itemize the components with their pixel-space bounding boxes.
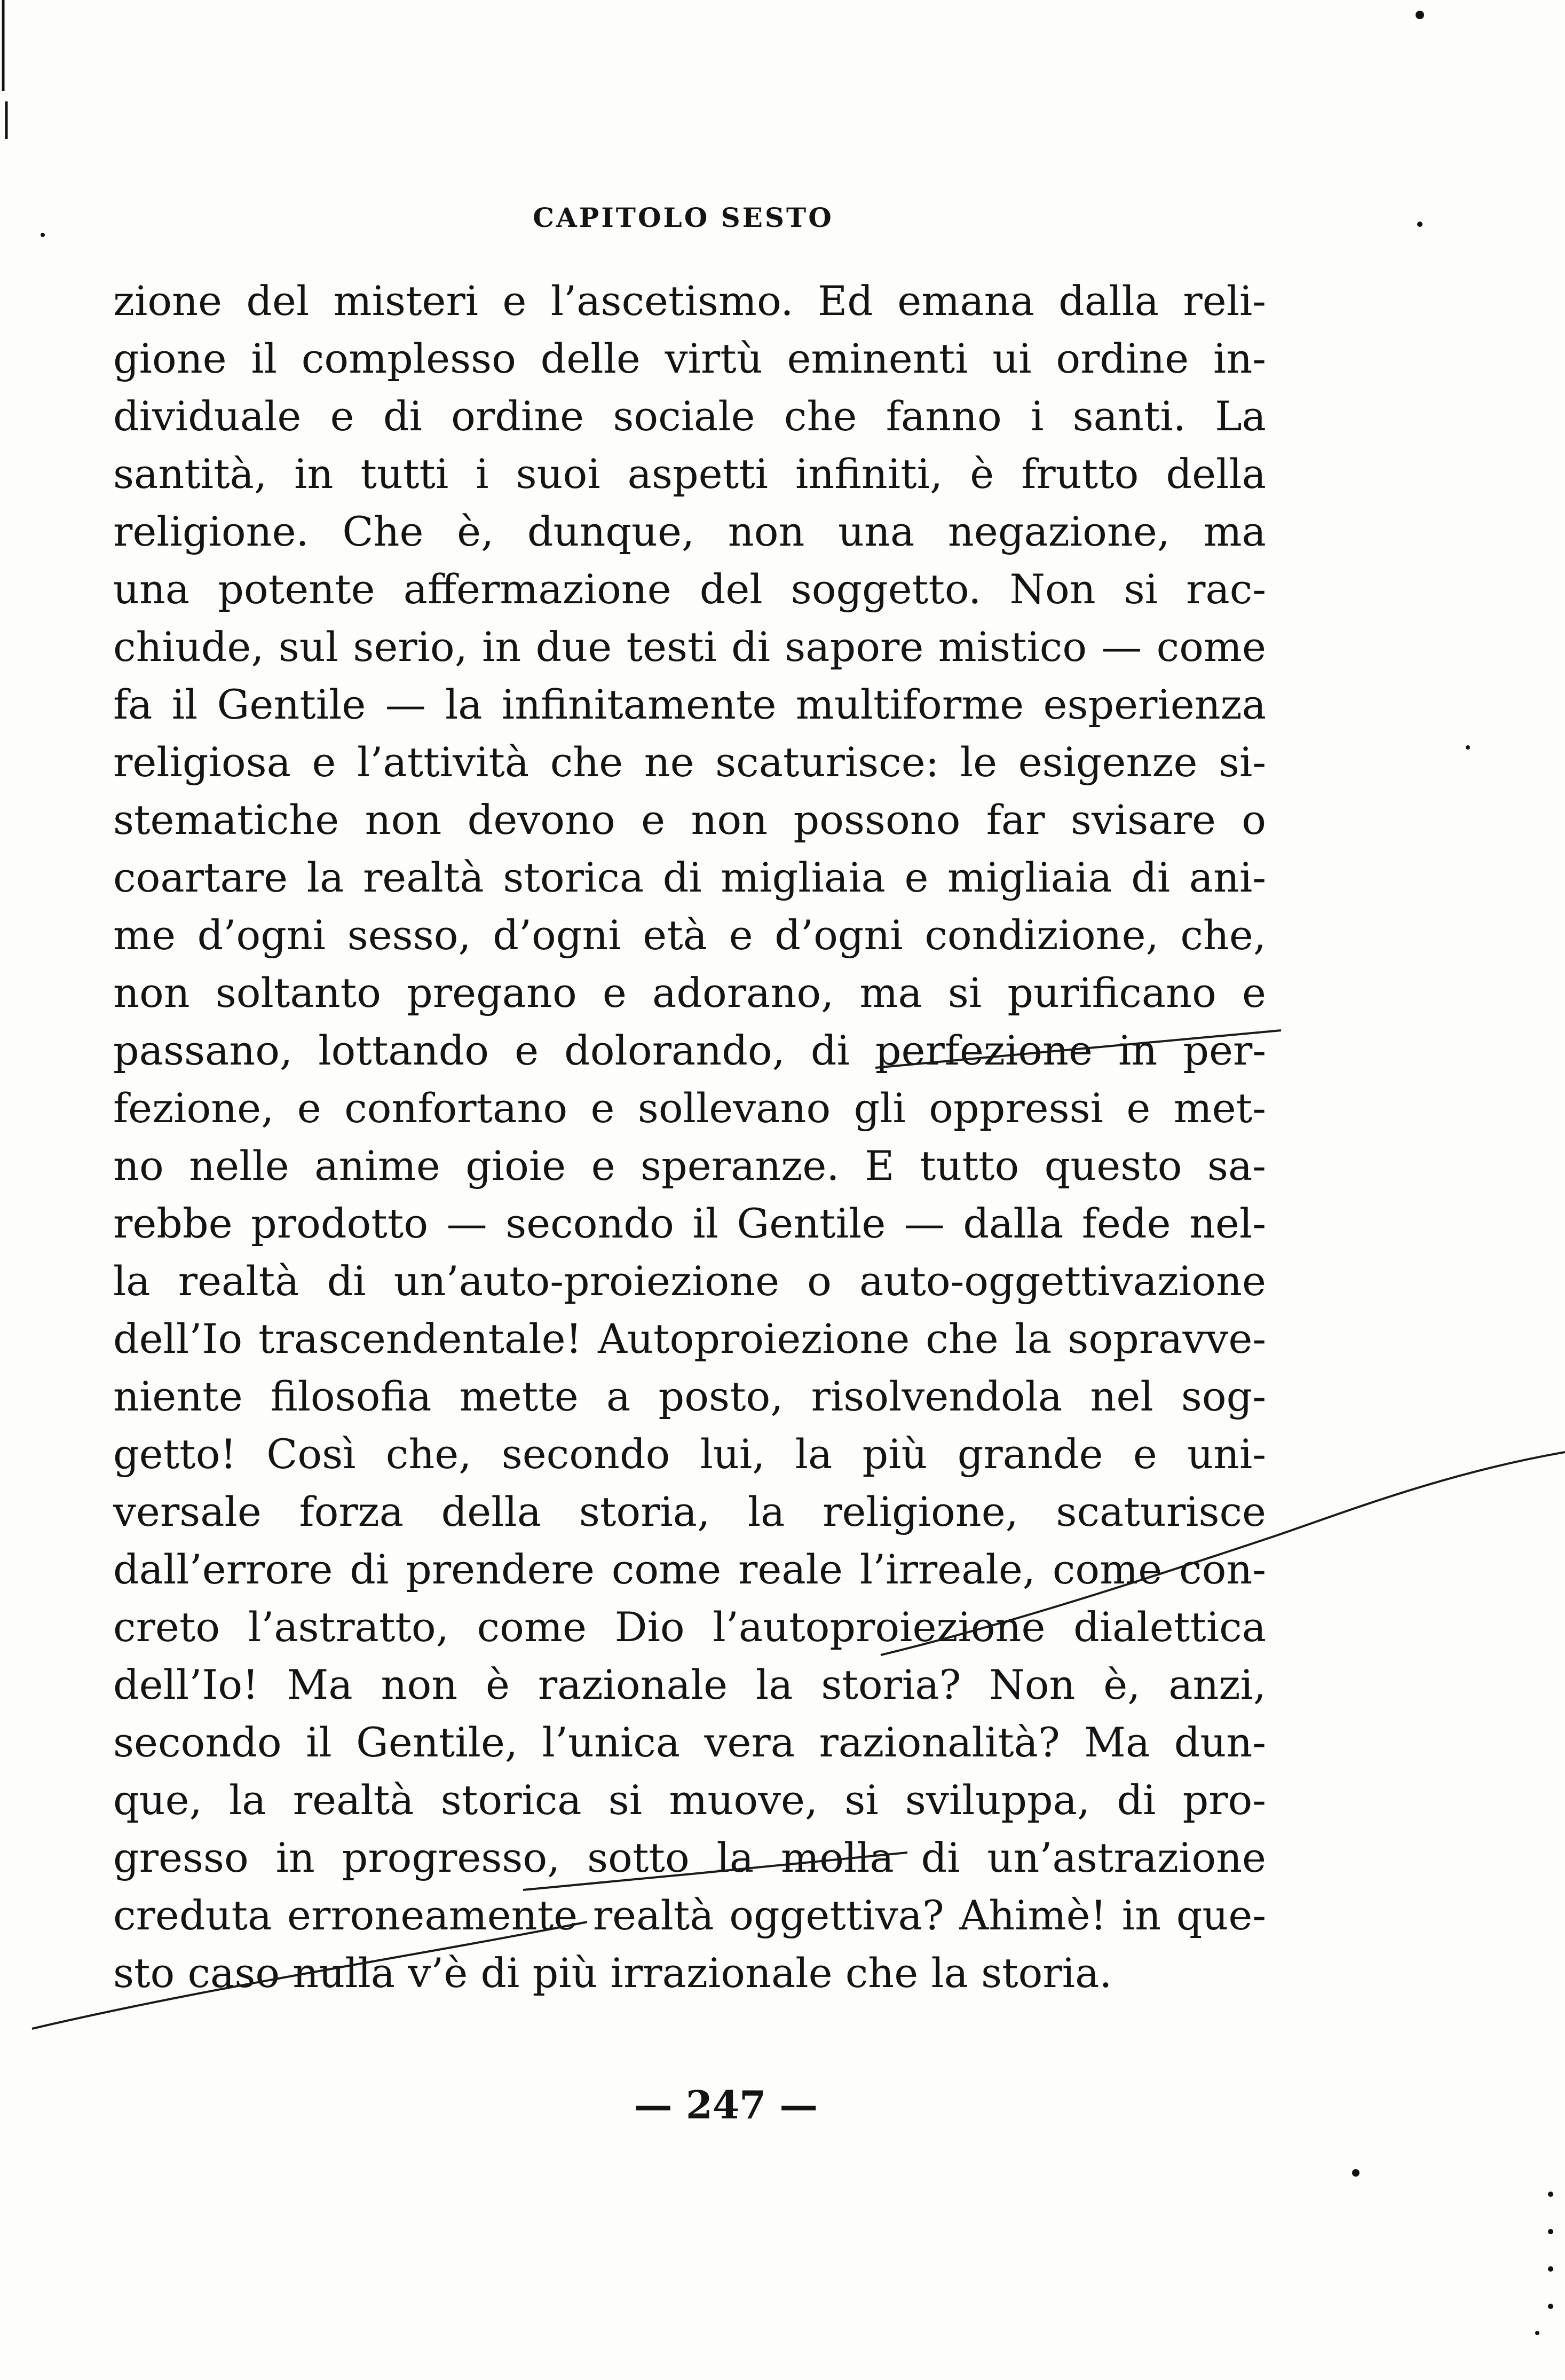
text-line: versale forza della storia, la religione, scaturisce — [113, 1488, 1266, 1535]
text-line: non soltanto pregano e adorano, ma si purificano e — [113, 969, 1266, 1016]
text-line: passano, lottando e dolorando, di perfezione in per- — [113, 1027, 1266, 1074]
text-line: secondo il Gentile, l’unica vera razionalità? Ma dun- — [113, 1719, 1266, 1766]
text-line: sto caso nulla v’è di più irrazionale che la storia. — [113, 1949, 1112, 1997]
left-edge-marks — [3, 0, 6, 139]
text-line: fa il Gentile — la infinitamente multiforme esperienza — [113, 681, 1266, 728]
text-line: me d’ogni sesso, d’ogni età e d’ogni condizione, che, — [113, 911, 1266, 959]
text-line: fezione, e confortano e sollevano gli oppressi e met- — [113, 1084, 1266, 1132]
text-line: religiosa e l’attività che ne scaturisce: le esigenze si- — [113, 738, 1266, 786]
chapter-header: CAPITOLO SESTO — [533, 202, 834, 233]
text-line: creduta erroneamente realtà oggettiva? Ahimè! in que- — [113, 1892, 1266, 1939]
text-line: dell’Io! Ma non è razionale la storia? Non è, anzi, — [113, 1661, 1266, 1708]
text-line: que, la realtà storica si muove, si sviluppa, di pro- — [113, 1776, 1266, 1824]
text-line: dall’errore di prendere come reale l’irreale, come con- — [113, 1546, 1266, 1593]
text-line: dividuale e di ordine sociale che fanno i santi. La — [113, 392, 1266, 440]
text-line: rebbe prodotto — secondo il Gentile — dalla fede nel- — [113, 1200, 1266, 1247]
text-line: religione. Che è, dunque, non una negazione, ma — [113, 508, 1266, 555]
text-line: coartare la realtà storica di migliaia e migliaia di ani- — [113, 854, 1266, 901]
text-line: dell’Io trascendentale! Autoproiezione che la sopravve- — [113, 1315, 1266, 1362]
text-line: una potente affermazione del soggetto. Non si rac- — [113, 565, 1266, 613]
text-line: niente filosofia mette a posto, risolvendola nel sog- — [113, 1373, 1266, 1420]
text-line: chiude, sul serio, in due testi di sapore mistico — come — [113, 623, 1266, 671]
text-line: la realtà di un’auto-proiezione o auto-oggettivazione — [113, 1257, 1266, 1305]
text-line: gione il complesso delle virtù eminenti ui ordine in- — [113, 335, 1266, 382]
text-line: getto! Così che, secondo lui, la più grande e uni- — [113, 1430, 1266, 1478]
text-line: gresso in progresso, sotto la molla di un’astrazione — [113, 1834, 1266, 1881]
page-number: — 247 — — [634, 2082, 818, 2127]
text-line: zione del misteri e l’ascetismo. Ed emana dalla reli- — [113, 277, 1266, 325]
text-line: no nelle anime gioie e speranze. E tutto questo sa- — [113, 1142, 1266, 1189]
text-line: creto l’astratto, come Dio l’autoproiezione dialettica — [113, 1603, 1266, 1651]
text-line: santità, in tutti i suoi aspetti infiniti, è frutto della — [113, 450, 1266, 498]
body-text — [113, 272, 1266, 2002]
text-line: stematiche non devono e non possono far svisare o — [113, 796, 1266, 844]
